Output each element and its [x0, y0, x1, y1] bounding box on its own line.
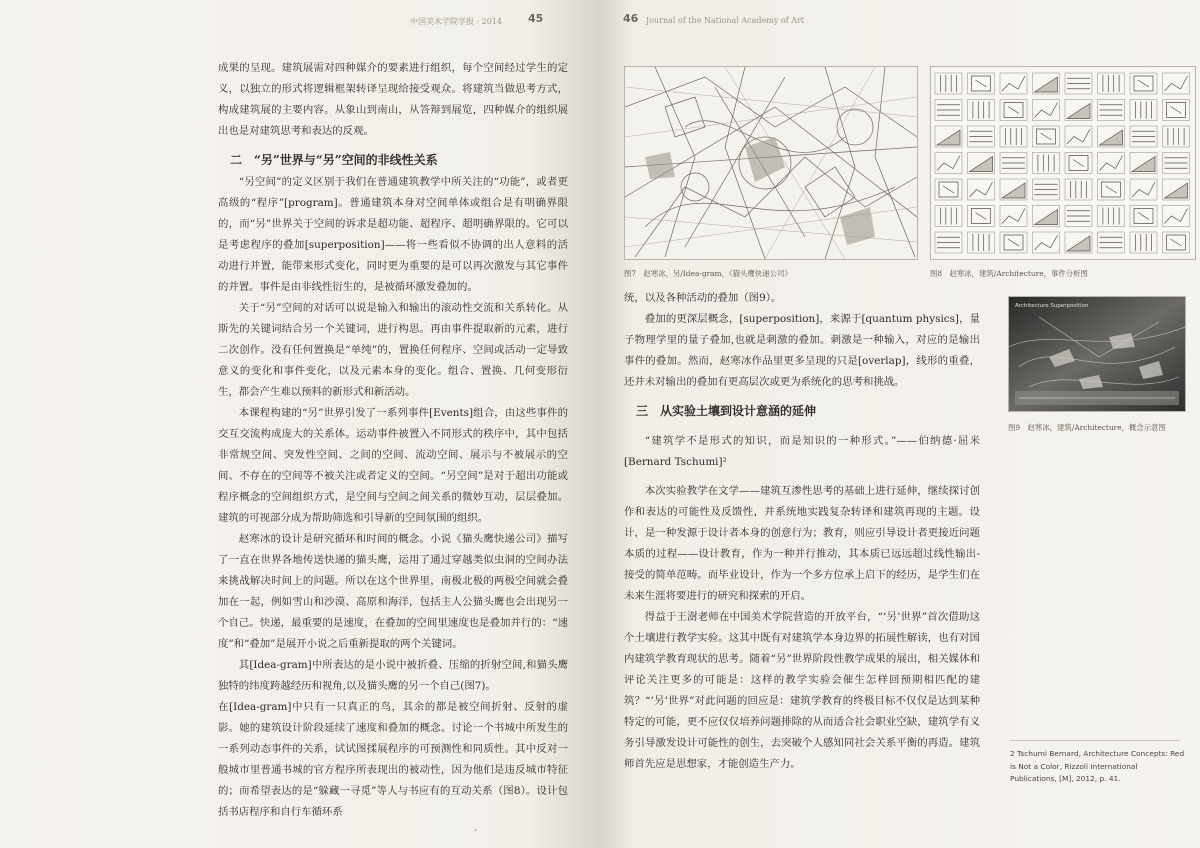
grid-mark: [937, 130, 960, 145]
grid-mark: [1035, 235, 1058, 250]
body-paragraph: 得益于王澍老师在中国美术学院营造的开放平台，“‘另’世界”首次借助这个土壤进行教学实验。这其中既有对建筑学本身边界的拓展性解读，也有对国内建筑学教育现状的思考。随着“另”世界阶段性教学成果的展出，相关媒体和评论关注更多的可能是：这样的教学实验会催生怎样回预期相匹配的建筑？“‘另’世界”对此问题的回应是：建筑学教育的终极目标不仅仅是达到某种特定的可能，更不应仅仅培养问题排除的从而适合社会职业空缺，建筑学有义务引导激发设计可能性的创生，去突破个人感知同社会关系平衡的再造。建筑师首先应是思想家，才能创造生产力。: [624, 611, 980, 770]
grid-cell: [1000, 206, 1027, 227]
right-page: [598, 0, 1200, 848]
body-paragraph: 统，以及各种活动的叠加（图9）。: [624, 292, 782, 304]
grid-mark: [1100, 237, 1123, 248]
grid-mark: [1067, 104, 1090, 119]
grid-mark: [937, 105, 960, 116]
grid-mark: [1035, 77, 1058, 92]
body-paragraph: 叠加的更深层概念，[superposition]，来源于[quantum physics]，量子物理学里的量子叠加,也就是刺激的叠加。刺激是一种输入，对应的是输出事件的叠加。然而，赵寒冰作品里更多呈现的只是[overlap]，线形的重叠，还并未对输出的叠加有更高层次或更为系统化的思考和挑战。: [624, 313, 980, 388]
grid-mark: [1103, 208, 1119, 225]
grid-mark: [1002, 76, 1025, 91]
grid-mark: [1100, 130, 1123, 145]
grid-mark: [1004, 235, 1023, 250]
grid-mark: [970, 157, 993, 172]
grid-mark: [970, 182, 993, 197]
grid-mark: [1037, 129, 1056, 144]
grid-mark: [940, 75, 956, 92]
grid-mark: [972, 76, 991, 91]
grid-mark: [1067, 211, 1090, 222]
grid-mark: [1035, 103, 1058, 118]
grid-cell: [1065, 126, 1092, 147]
grid-mark: [1134, 209, 1153, 224]
left-text-column: [218, 58, 568, 823]
body-paragraph: 本次实验教学在文学——建筑互渗性思考的基础上进行延伸，继续探讨创作和表达的可能性及反馈性，并系统地实践复杂转译和建筑再现的主题。设计，是一种发源于设计者本身的创意行为；教育，则应引导设计者更接近问题本质的过程——设计教育，作为一种并行推动，其本质已远远超过线性输出-接受的简单范畴。而毕业设计，作为一个多方位承上启下的经历，是学生们在未来生涯将要进行的研究和探索的开启。: [624, 485, 980, 602]
figure-7-caption: 图7 赵寒冰，另/Idea-gram，《猫头鹰快递公司》: [624, 269, 792, 278]
grid-mark: [1102, 182, 1121, 197]
grid-mark: [1135, 234, 1151, 251]
grid-mark: [1070, 181, 1086, 198]
body-paragraph: 赵寒冰的设计是研究循环和时间的概念。小说《猫头鹰快递公司》描写了一直在世界各地传送快递的猫头鹰，运用了通过穿越类似虫洞的空间办法来挑战解决时间上的问题。所以在这个世界里，南极北极的两极空间就会叠加在一起，例如雪山和沙漠、高原和海洋，包括主人公猫头鹰也会出现另一个自己。快递，最重要的是速度，在叠加的空间里速度也是叠加并行的：“速度”和“叠加”是展开小说之后重新提取的两个关键词。: [218, 533, 568, 650]
grid-mark: [1165, 76, 1188, 91]
grid-mark: [1035, 210, 1058, 225]
figure-9-caption: 图9 赵寒冰，建筑/Architecture，概念示意图: [1008, 423, 1166, 432]
grid-mark: [1004, 103, 1023, 118]
grid-cell: [1130, 179, 1157, 200]
grid-cell: [1000, 73, 1027, 94]
grid-mark: [1038, 155, 1054, 172]
grid-cell: [935, 206, 962, 227]
grid-mark: [1002, 209, 1025, 224]
grid-mark: [1165, 183, 1188, 198]
body-paragraph: 成果的呈现。建筑展需对四种媒介的要素进行组织，每个空间经过学生的定义，以独立的形式将逻辑框架转译呈现给接受观众。将建筑当做思考方式，构成建筑展的主要内容。从象山到南山，从答辩到展览，四种媒介的组织展出也是对建筑思考和表达的反观。: [218, 62, 568, 137]
footnote-rule: [1010, 740, 1180, 741]
figure-9-title: Architecture Superposition: [1015, 303, 1089, 309]
grid-mark: [1165, 209, 1188, 224]
grid-cell: [968, 100, 995, 121]
event-analysis-grid: [931, 67, 1195, 259]
page-marker: ·: [474, 826, 478, 835]
grid-cell: [1098, 73, 1125, 94]
grid-mark: [1035, 184, 1058, 195]
grid-mark: [1002, 183, 1025, 198]
grid-cell: [1163, 126, 1190, 147]
grid-cell: [968, 232, 995, 253]
grid-cell: [1000, 126, 1027, 147]
body-paragraph: 在[Idea-gram]中只有一只真正的鸟，其余的都是被空间折射、反射的虚影。她的建筑设计阶段延续了速度和叠加的概念。讨论一个书城中所发生的一系列动态事件的关系，试试图揉展程序的可预测性和同质性。其中反对一般城市里普通书城的官方程序所表现出的被动性，因为他们是违反城市特征的；而希望表达的是“躲藏一寻觅”等人与书应有的互动关系（图8）。设计包括书店程序和自行车循环系: [218, 701, 568, 818]
grid-mark: [1168, 128, 1184, 145]
grid-cell: [1130, 232, 1157, 253]
grid-mark: [973, 102, 989, 119]
grid-cell: [935, 153, 962, 174]
body-paragraph: “另空间”的定义区别于我们在普通建筑教学中所关注的“功能”，或者更高级的“程序”[program]。普通建筑本身对空间单体或组合是有明确界限的，而“另”世界关于空间的诉求是超功能、超程序、超明确界限的。它可以是考虑程序的叠加[superposition]——将一些看似不协调的出人意料的活动进行并置，能带来形式变化，同时更为重要的是可以再次激发与其它事件的并置。事件是由非线性衍生的，是被循环激发叠加的。: [218, 176, 568, 293]
grid-mark: [939, 182, 958, 197]
grid-cell: [1098, 153, 1125, 174]
left-page: [0, 0, 598, 848]
grid-cell: [1098, 206, 1125, 227]
section-heading: 二 “另”世界与“另”空间的非线性关系: [230, 153, 438, 167]
grid-mark: [1167, 103, 1186, 118]
right-page-number: 46: [623, 12, 639, 25]
grid-mark: [937, 156, 960, 171]
right-text-column: [624, 288, 980, 775]
figure-8-event-grid: [930, 66, 1196, 260]
grid-mark: [1067, 129, 1090, 144]
footnote-2: 2 Tschumi Bernard, Architecture Concepts: Red is Not a Color, Rizzoli International Publications, [M], 2012, p. 41.: [1010, 749, 1185, 783]
grid-cell: [968, 179, 995, 200]
grid-mark: [1100, 156, 1123, 171]
grid-mark: [940, 208, 956, 225]
ideagram-sketch: [625, 67, 917, 259]
grid-mark: [972, 209, 991, 224]
quotation: “建筑学不是形式的知识，而是知识的一种形式。”——伯纳德·屈米[Bernard Tschumi]²: [624, 435, 980, 468]
grid-mark: [973, 234, 989, 251]
concept-image: [1009, 297, 1185, 411]
grid-mark: [1005, 128, 1021, 145]
grid-mark: [1100, 105, 1123, 116]
grid-mark: [1132, 157, 1155, 172]
grid-cell: [935, 73, 962, 94]
left-running-head: 中国美术学院学报 · 2014: [410, 17, 502, 26]
body-paragraph: 其[Idea-gram]中所表达的是小说中被折叠、压缩的折射空间,和猫头鹰独特的纬度跨越经历和视角,以及猫头鹰的另一个自己(图7)。: [218, 659, 568, 692]
grid-cell: [1065, 179, 1092, 200]
grid-mark: [1134, 76, 1153, 91]
grid-cell: [1033, 153, 1060, 174]
grid-mark: [1132, 131, 1155, 142]
body-paragraph: 本课程构建的“另”世界引发了一系列事件[Events]组合，由这些事件的交互交流构成庞大的关系体。运动事件被置入不同形式的秩序中，其中包括非常规空间、突发性空间、之间的空间、流动空间、展示与不被展示的空间、不存在的空间等不被关注或者定义的空间。“另空间”是对于超出功能或程序概念的空间组织方式，是空间与空间之间关系的微妙互动，层层叠加。建筑的可视部分成为帮助筛选和引导新的空间氛围的组织。: [218, 407, 568, 524]
grid-mark: [937, 237, 960, 248]
grid-mark: [1069, 156, 1088, 171]
figure-7-ideagram: [624, 66, 918, 260]
grid-mark: [1135, 102, 1151, 119]
grid-mark: [1167, 235, 1186, 250]
figure-8-caption: 图8 赵寒冰，建筑/Architecture，事件分析图: [930, 269, 1088, 278]
section-heading: 三 从实验土壤到设计意涵的延伸: [636, 404, 817, 418]
grid-mark: [1103, 75, 1119, 92]
grid-cell: [1033, 232, 1060, 253]
grid-mark: [1067, 236, 1090, 251]
grid-cell: [1163, 73, 1190, 94]
grid-mark: [1165, 158, 1188, 169]
grid-cell: [1163, 206, 1190, 227]
grid-mark: [1132, 182, 1155, 197]
figure-9-concept: [1008, 296, 1186, 412]
body-paragraph: 关于“另”空间的对话可以说是输入和输出的滚动性交流和关系转化。从斯先的关键词结合另一个关键词，进行构思。再由事件提取新的元素，进行二次创作。没有任何置换是“单纯”的，置换任何程序、空间或活动一定导致意义的变化和事件变化，以及元素本身的变化。组合、置换、几何变形衍生，都会产生难以预料的新形式和新活动。: [218, 302, 568, 398]
grid-mark: [970, 131, 993, 142]
right-running-head: Journal of the National Academy of Art: [646, 16, 805, 25]
left-page-number: 45: [528, 12, 544, 25]
grid-mark: [1002, 158, 1025, 169]
grid-mark: [1067, 78, 1090, 89]
grid-cell: [1130, 100, 1157, 121]
grid-cell: [1033, 100, 1060, 121]
